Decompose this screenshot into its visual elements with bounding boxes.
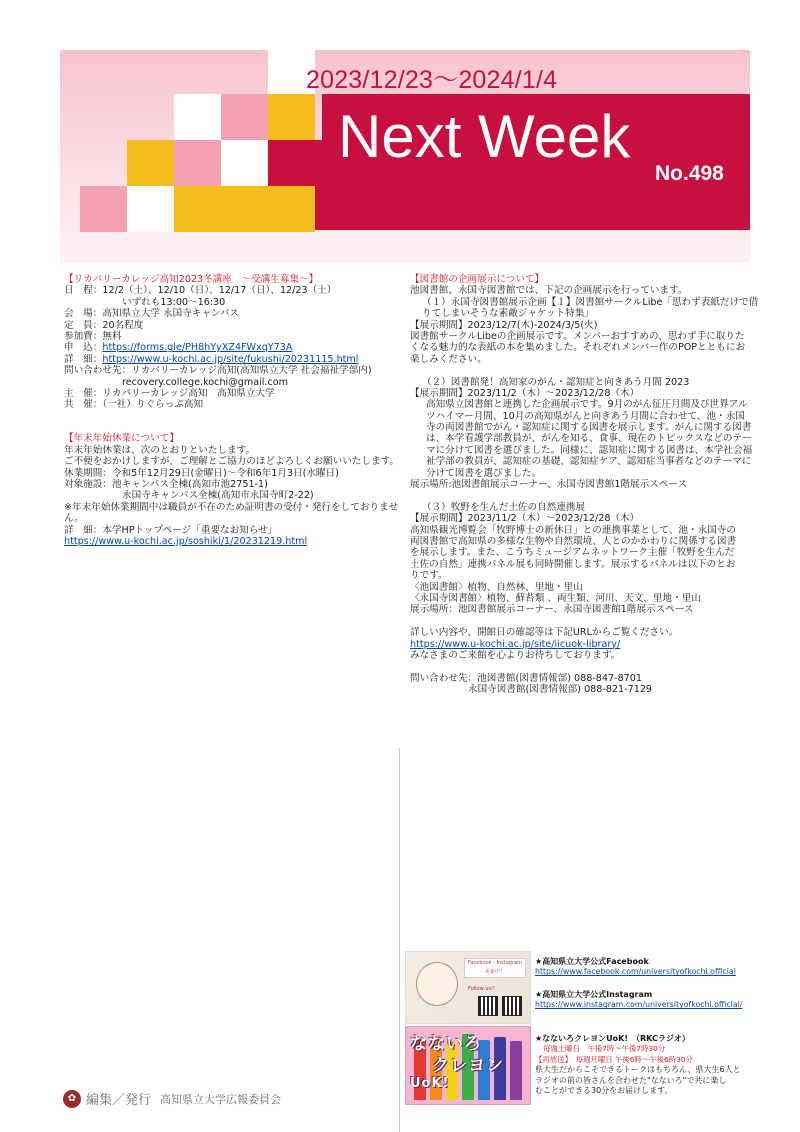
text-line: 【年末年始休業について】 (64, 433, 179, 445)
issue-number: No.498 (655, 162, 724, 185)
text-line: 図書館サークルLibeの企画展示です。メンバーおすすめの、思わず手に取りた (410, 330, 745, 342)
radio-rerun: 【再放送】 毎週月曜日 午後6時〜午後6時30分 (535, 1054, 693, 1064)
text-line: （１）永国寺図書館展示企画【１】図書館サークルLibe「思わず表紙だけで借 (422, 296, 759, 308)
text-line: 〈池図書館〉植物、自然林、里地・里山 (410, 581, 583, 593)
radio-title: ★なないろクレヨンUoK! （RKCラジオ） (535, 1034, 690, 1043)
radio-onair: 毎週土曜日 午後7時〜午後7時30分 (543, 1044, 666, 1054)
deco-square (268, 94, 315, 140)
text-line: 対象施設：池キャンパス全棟(高知市池2751-1) (64, 479, 268, 491)
text-line: 参加費：無料 (64, 330, 122, 342)
date-range: 2023/12/23〜2024/1/4 (306, 66, 558, 94)
text-line: いずれも13:00〜16:30 (122, 296, 226, 308)
text-line: ツハイマー月間、10月の高知県がんと向きあう月間に合わせて、池・永国 (426, 410, 745, 422)
spacer (410, 661, 750, 672)
text-line (410, 639, 750, 650)
text-line: を展示します。また、こうちミュージアムネットワーク主催「牧野を生んだ (410, 547, 735, 559)
text-line: 永国寺図書館(図書情報部) 088-821-7129 (468, 684, 653, 696)
instagram-block (535, 990, 742, 1011)
line-label: 詳 細： (64, 353, 103, 365)
text-line: 【展示期間】2023/11/2（木）〜2023/12/28（木） (410, 387, 640, 399)
header-banner (60, 50, 750, 263)
text-line: くなる魅力的な表紙の本を集めました。それぞれメンバー作のPOPとともにお (410, 342, 746, 354)
deco-square (127, 186, 174, 232)
text-line: 寺の両図書館でがん・認知症に関する図書を展示します。がんに関する図書 (426, 422, 752, 434)
radio-desc: ラジオの前の皆さんを合わせた"なないろ"で共に楽し (535, 1075, 727, 1085)
text-line: 日 程：12/2（土）、12/10（日）、12/17（日）、12/23（土） (64, 285, 337, 297)
sns-banner-image (405, 951, 531, 1024)
text-line: 高知県観光博覧会「牧野博士の新休日」との連携事業として、池・永国寺の (410, 524, 736, 536)
text-line: 会 場：高知県立大学 永国寺キャンパス (64, 308, 240, 320)
text-line: 池図書館、永国寺図書館では、下記の企画展示を行っています。 (410, 285, 688, 297)
deco-square (80, 186, 127, 232)
text-line: 年末年始休業は、次のとおりといたします。 (64, 444, 256, 456)
deco-square (221, 186, 268, 232)
radio-banner-image (405, 1026, 531, 1105)
instagram-title: ★高知県立大学公式Instagram (535, 990, 653, 999)
text-line: 主 催：リカバリーカレッジ高知 高知県立大学 (64, 387, 275, 399)
qr-code-icon (502, 996, 522, 1016)
text-line: 祉学部の教員が、認知症の基礎、認知症ケア、認知症当事者などのテーマに (426, 456, 752, 468)
mascot-icon (416, 962, 458, 1006)
text-line: りです。 (410, 570, 448, 582)
url-link[interactable]: https://www.u-kochi.ac.jp/soshiki/1/20231219.html (64, 535, 308, 547)
text-line (64, 342, 394, 353)
text-line: みなさまのご来館を心よりお待ちしております。 (410, 649, 621, 661)
deco-square (221, 94, 268, 140)
text-line: 詳 細：本学HPトップページ「重要なお知らせ」 (64, 524, 278, 536)
text-line: recovery.college.kochi@gmail.com (122, 376, 288, 388)
deco-square (127, 140, 174, 186)
banner-note: Facebook・Instagram 更新中！ (464, 958, 526, 978)
text-line: 両図書館で高知県の多様な生物や自然環境、人とのかかわりに関係する図書 (410, 535, 737, 547)
text-line: 詳しい内容や、開館日の確認等は下記URLからご覧ください。 (410, 627, 679, 639)
radio-block (535, 1034, 741, 1096)
text-line (64, 354, 394, 365)
deco-square (174, 140, 221, 186)
text-line: は、本学看護学部教員が、がんを知る、食事、現在のトピックスなどのテー (426, 433, 752, 445)
footer (63, 1089, 281, 1108)
text-line: 展示場所:池図書館展示コーナー、永国寺図書館1階展示スペース (410, 479, 688, 491)
facebook-block (535, 957, 736, 978)
facebook-title: ★高知県立大学公式Facebook (535, 957, 649, 966)
text-line: りてしまいそうな素敵ジャケット特集」 (422, 308, 595, 320)
url-link[interactable]: https://www.u-kochi.ac.jp/site/iicuok-library/ (410, 638, 621, 650)
text-line: 土佐の自然」連携パネル展も同時開催します。展示するパネルは以下のとお (410, 558, 736, 570)
deco-square (174, 94, 221, 140)
text-line: （３）牧野を生んだ土佐の自然連携展 (422, 501, 586, 513)
url-link[interactable]: https://www.u-kochi.ac.jp/site/fukushi/20231115.html (102, 353, 359, 365)
text-line: 展示場所：池図書館展示コーナー、永国寺図書館1階展示スペース (410, 604, 694, 616)
radio-desc: 県大生だからこそできるトークはもちろん、県大生6人と (535, 1065, 741, 1075)
radio-desc: むことができる30分をお届けします。 (535, 1086, 673, 1096)
text-line: 定 員：20名程度 (64, 319, 144, 331)
footer-label: 編集／発行 (86, 1093, 152, 1108)
text-line: 高知県立図書館と連携した企画展示です。9月のがん征圧月間及び世界アル (426, 399, 748, 411)
text-line (64, 536, 394, 547)
banner-follow: Follow us!! (468, 986, 496, 992)
text-line: 分けて図書を選びました。 (426, 467, 542, 479)
line-label: 申 込： (64, 342, 103, 354)
text-line: 【展示期間】2023/12/7(木)-2024/3/5(火) (410, 319, 598, 331)
page-title: Next Week (338, 103, 631, 170)
text-line: 【リカバリーカレッジ高知2023冬講座 〜受講生募集〜】 (64, 274, 319, 285)
spacer (410, 490, 750, 501)
spacer (64, 411, 394, 422)
text-line: 問い合わせ先：池図書館(図書情報部) 088-847-8701 (410, 672, 642, 684)
text-line: 永国寺キャンパス全棟(高知市永国寺町2-22) (122, 490, 314, 502)
text-line: 【図書館の企画展示について】 (410, 274, 545, 285)
text-line: ご不便をおかけしますが、ご理解とご協力のほどよろしくお願いいたします。 (64, 456, 400, 468)
deco-square (174, 186, 221, 232)
left-column (64, 274, 400, 547)
text-line: マに分けて図書を選びました。同様に、認知症に関する図書は、本学社会福 (426, 444, 753, 456)
text-line: 楽しみください。 (410, 353, 487, 365)
qr-code-icon (478, 996, 498, 1016)
text-line: ※年末年始休業期間中は職員が不在のため証明書の受付・発行をしておりませ (64, 501, 399, 513)
text-line: 共 催：（一社）りぐらっぷ高知 (64, 399, 204, 411)
spacer (64, 422, 394, 433)
text-line: 問い合わせ先：リカバリーカレッジ高知(高知県立大学 社会福祉学部内) (64, 365, 372, 377)
footer-org: 高知県立大学広報委員会 (160, 1092, 282, 1106)
spacer (410, 616, 750, 627)
divider (399, 748, 400, 1132)
text-line: 〈永国寺図書館〉植物、蘚苔類 、両生類、河川、天文、里地・里山 (410, 592, 701, 604)
deco-square (221, 140, 268, 186)
text-line: 【展示期間】2023/11/2（木）〜2023/12/28（木） (410, 513, 640, 525)
radio-logo: なないろ クレヨン UoK! (410, 1034, 504, 1091)
facebook-link[interactable]: https://www.facebook.com/universityofkochi.official (535, 967, 736, 977)
right-column (410, 274, 759, 696)
text-line: ん。 (64, 513, 84, 525)
spacer (410, 365, 750, 376)
university-seal-icon: ✿ (63, 1090, 81, 1108)
text-line: 休業期間：令和5年12月29日(金曜日)〜令和6年1月3日(水曜日) (64, 467, 339, 479)
instagram-link[interactable]: https://www.instagram.com/universityofkochi.official/ (535, 1000, 743, 1010)
deco-square (268, 186, 315, 232)
url-link[interactable]: https://forms.gle/PH8hYyXZ4FWxqY73A (102, 342, 293, 354)
text-line: （２）図書館発！高知家のがん・認知症と向きあう月間 2023 (422, 376, 690, 388)
